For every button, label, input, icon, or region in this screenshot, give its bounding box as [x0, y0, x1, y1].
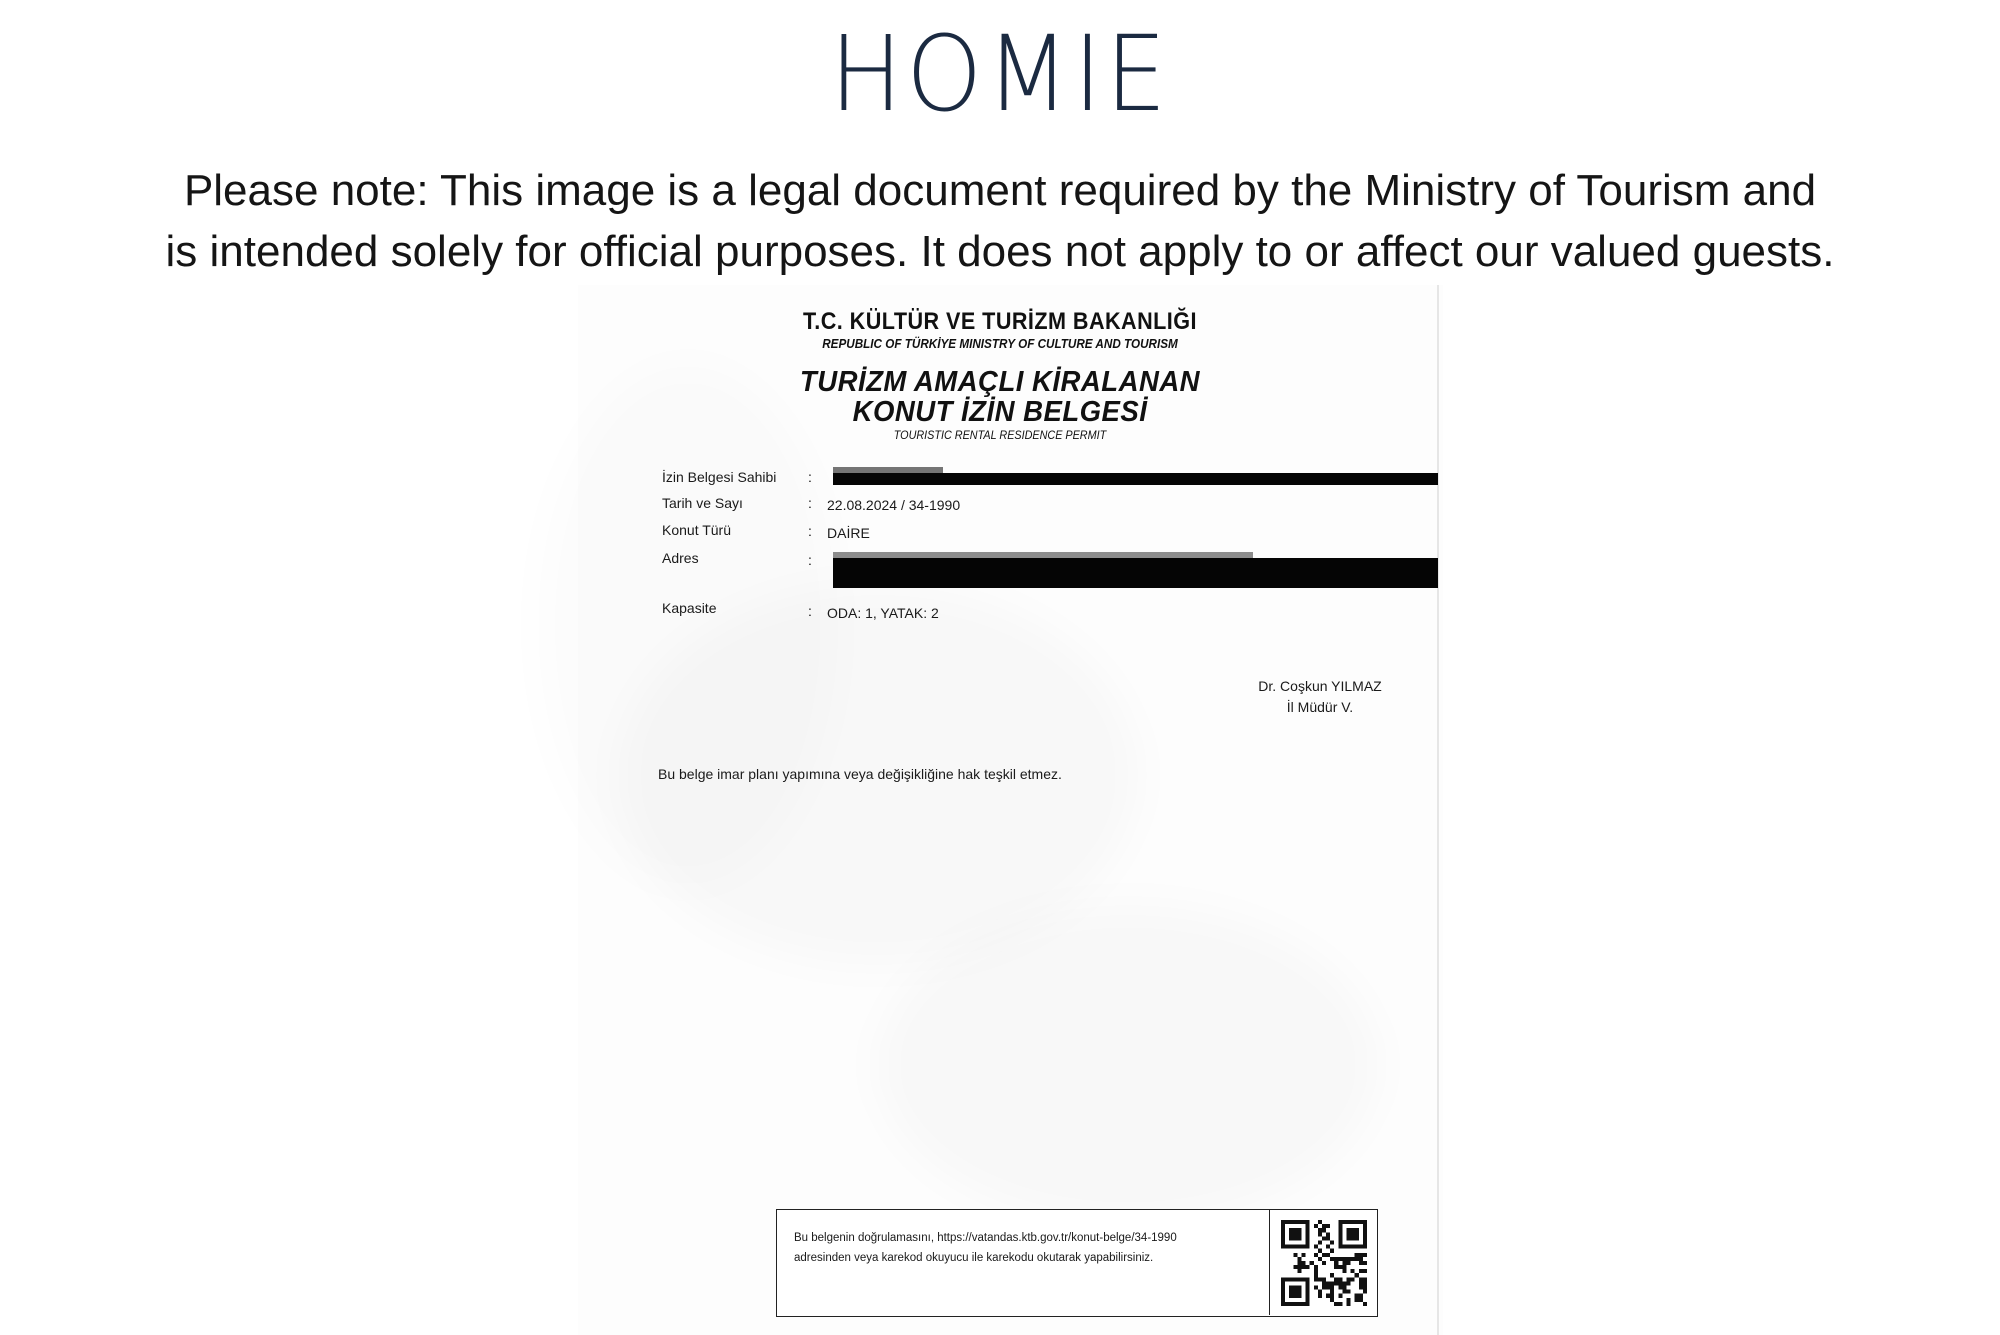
- qr-code-icon: [1281, 1220, 1367, 1306]
- field-label-address: Adres: [662, 550, 699, 566]
- field-label-capacity: Kapasite: [662, 600, 717, 616]
- field-value-capacity: ODA: 1, YATAK: 2: [827, 605, 939, 621]
- redaction-bar-owner-partial: [833, 467, 943, 477]
- signer-name: Dr. Coşkun YILMAZ: [1258, 678, 1382, 694]
- permit-title-line-2: KONUT İZİN BELGESİ: [852, 396, 1148, 428]
- verification-text: [794, 1228, 1224, 1268]
- paper-edge: [1437, 285, 1439, 1335]
- field-value-type: DAİRE: [827, 525, 870, 541]
- redaction-bar-address-partial: [833, 552, 1253, 560]
- signer-title: İl Müdür V.: [1286, 699, 1354, 715]
- redaction-bar-address: [833, 558, 1438, 588]
- brand-logo: HOMIE: [829, 13, 1171, 135]
- permit-title-line-1: TURİZM AMAÇLI KİRALANAN: [799, 366, 1201, 398]
- permit-title-en: TOURISTIC RENTAL RESIDENCE PERMIT: [893, 428, 1107, 442]
- disclaimer: Bu belge imar planı yapımına veya değişikliğine hak teşkil etmez.: [658, 766, 1062, 782]
- colon: :: [808, 523, 812, 539]
- qr-code-cell: [1269, 1210, 1377, 1315]
- field-label-owner: İzin Belgesi Sahibi: [662, 469, 777, 485]
- colon: :: [808, 469, 812, 485]
- field-value-date: 22.08.2024 / 34-1990: [827, 497, 961, 513]
- verification-line-2: adresinden veya karekod okuyucu ile karekodu okutarak yapabilirsiniz.: [794, 1252, 1154, 1264]
- verification-box: [776, 1209, 1378, 1317]
- field-label-date: Tarih ve Sayı: [662, 495, 743, 511]
- permit-document: [578, 285, 1443, 1335]
- notice-line-1: Please note: This image is a legal document required by the Ministry of Tourism and: [183, 166, 1817, 215]
- colon: :: [808, 495, 812, 511]
- colon: :: [808, 552, 812, 568]
- ministry-name-en: REPUBLIC OF TÜRKİYE MINISTRY OF CULTURE AND TOURISM: [822, 336, 1178, 351]
- verification-line-1: Bu belgenin doğrulamasını, https://vatandas.ktb.gov.tr/konut-belge/34-1990: [794, 1232, 1177, 1244]
- ministry-name-tr: T.C. KÜLTÜR VE TURİZM BAKANLIĞI: [803, 308, 1197, 335]
- notice-line-2: is intended solely for official purposes. It does not apply to or affect our valued guests.: [165, 227, 1835, 276]
- colon: :: [808, 603, 812, 619]
- legal-notice: [100, 160, 1900, 282]
- field-label-type: Konut Türü: [662, 522, 732, 538]
